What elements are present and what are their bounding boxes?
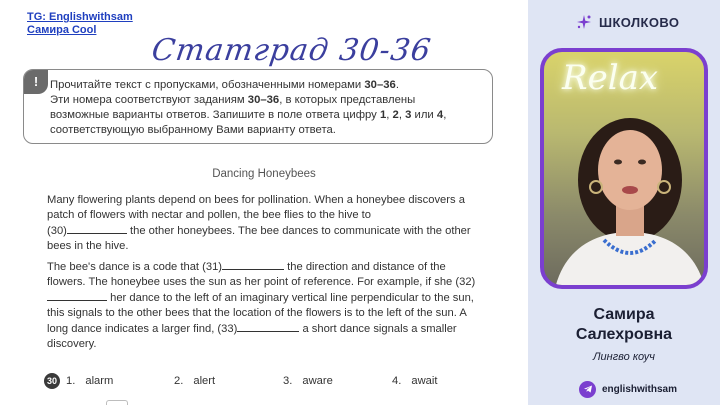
presenter-role: Лингво коуч <box>593 351 655 363</box>
option-2[interactable]: 2. alert <box>174 375 216 387</box>
gap-31: (31) <box>202 261 223 273</box>
story-title: Dancing Honeybees <box>212 168 316 180</box>
question-number-badge: 30 <box>44 373 60 389</box>
presenter-first-name: Самира <box>593 306 655 323</box>
gap-32-line <box>47 290 107 301</box>
instruction-text: Прочитайте текст с пропусками, обозначенными номерами 30–36. Эти номера соответствуют заданиям 30–36, в которых представлены возможные варианты ответов. Запишите в поле ответа цифру 1, 2, 3 или 4, соответствующую выбранному Вами варианту ответа. <box>50 79 447 136</box>
paragraph-1: Many flowering plants depend on bees for pollination. When a honeybee discovers a patch of flowers with nectar and pollen, the bee flies to the hive to (30) the other honeybees. The bee dances to communicate with the other bees in the hive. <box>47 194 471 252</box>
neon-sign: Relax <box>562 58 659 98</box>
gap-31-line <box>222 259 284 270</box>
gap-30-line <box>67 223 127 234</box>
telegram-link[interactable]: TG: Englishwithsam <box>27 11 133 23</box>
presenter-portrait <box>544 52 708 289</box>
telegram-handle: englishwithsam <box>602 383 678 395</box>
logo-text: ШКОЛКОВО <box>599 14 680 30</box>
sparkle-icon <box>576 14 592 30</box>
option-3[interactable]: 3. aware <box>283 375 333 387</box>
answer-input-box[interactable] <box>106 400 128 405</box>
instruction-box <box>23 69 493 144</box>
gap-32: (32) <box>455 276 476 288</box>
exclamation-icon: ! <box>24 70 48 94</box>
telegram-contact[interactable] <box>579 380 677 398</box>
gap-33-line <box>237 321 299 332</box>
option-1[interactable]: 1. alarm <box>66 375 114 387</box>
presenter-video <box>540 48 708 289</box>
telegram-icon <box>579 381 596 398</box>
gap-30: (30) <box>47 225 67 237</box>
handwritten-heading: Статград 30-36 <box>149 33 434 68</box>
paragraph-2: The bee's dance is a code that (31) the direction and distance of the flowers. The honeybee uses the sun as her point of reference. For example, if she (32) her dance to the left of an imaginary vertical line perpendicular to the sun, this signals to the other bees that the location of the flowers is to the left of the sun. A long dance indicates a larger find, (33) a short dance signals a smaller discovery. <box>47 261 476 350</box>
presenter-last-name: Салехровна <box>575 326 673 343</box>
school-logo <box>576 13 679 31</box>
answer-options <box>44 373 504 391</box>
presenter-panel <box>528 0 720 405</box>
option-4[interactable]: 4. await <box>392 375 438 387</box>
gap-33: (33) <box>217 323 238 335</box>
author-link[interactable]: Самира Cool <box>27 24 97 36</box>
